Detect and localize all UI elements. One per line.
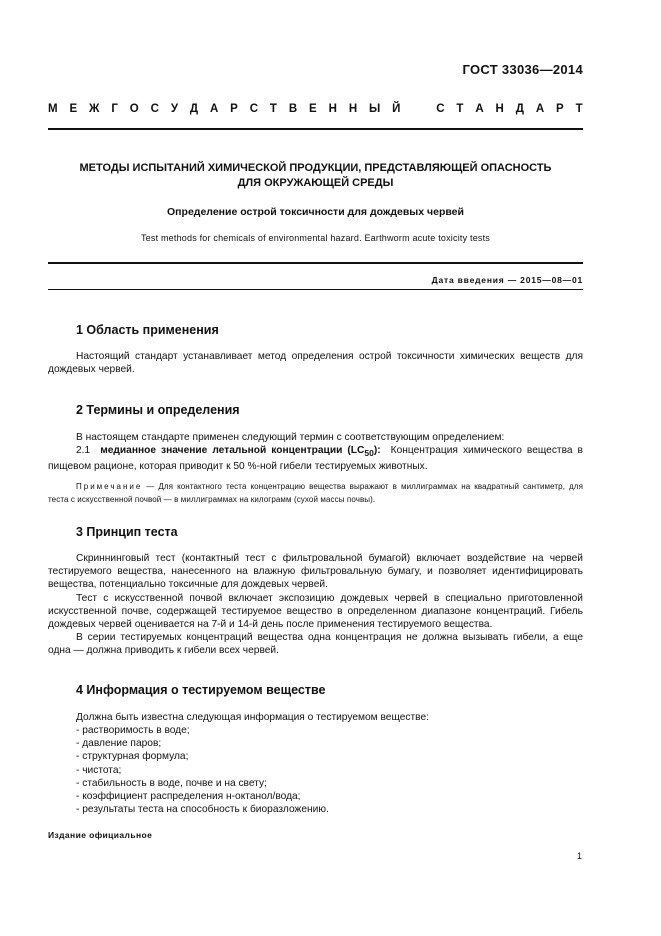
- letter: Т: [575, 103, 583, 115]
- note-label: Примечание: [76, 481, 143, 491]
- section-3-heading: 3 Принцип теста: [76, 525, 178, 539]
- letter: А: [475, 103, 484, 115]
- header-rule: [48, 128, 583, 130]
- letter: А: [535, 103, 545, 115]
- letter: Е: [309, 103, 317, 115]
- word-gap: [412, 103, 424, 115]
- letter: Г: [111, 103, 118, 115]
- page-number: 1: [576, 851, 582, 861]
- letter: Ж: [89, 103, 100, 115]
- paragraph: Настоящий стандарт устанавливает метод определения острой токсичности химических веществ для дождевых червей.: [48, 351, 583, 376]
- official-edition-label: Издание официальное: [48, 830, 153, 840]
- paragraph: Должна быть известна следующая информация о тестируемом веществе:: [76, 712, 429, 723]
- letter: С: [150, 103, 159, 115]
- letter: А: [209, 103, 219, 115]
- note: [48, 480, 583, 506]
- term-bold-text: медианное значение летальной концентрации (LC: [100, 445, 365, 457]
- paragraph: Тест с искусственной почвой включает экспозицию дождевых червей в специально приготовленной искусственной почве, содержащей тестируемое вещество в определенном диапазоне концентраций. Гибель дождевых червей оценивается на 7-й и 14-й день после применения тестируемого вещества.: [48, 592, 583, 631]
- letter: О: [129, 103, 139, 115]
- date-rule: [48, 289, 583, 290]
- section-1-body: [48, 350, 583, 376]
- letter: У: [170, 103, 178, 115]
- section-2-heading: 2 Термины и определения: [76, 403, 240, 417]
- note-paragraph: [48, 480, 583, 506]
- term-bold-end: ):: [373, 445, 381, 457]
- title-line: ДЛЯ ОКРУЖАЮЩЕЙ СРЕДЫ: [237, 177, 394, 189]
- letter: С: [249, 103, 259, 115]
- letter: Ы: [369, 103, 381, 115]
- section-4-heading: 4 Информация о тестируемом веществе: [76, 683, 326, 697]
- list-item: - давление паров;: [76, 738, 162, 750]
- letter: Й: [392, 103, 401, 115]
- term-name: [100, 445, 381, 459]
- section-2-body: [48, 431, 583, 506]
- paragraph: Скриннинговый тест (контактный тест с фильтровальной бумагой) включает воздействие на червей тестируемого вещества, нанесенного на влажную фильтровальную бумагу, и позволяет идентифицировать вещества, потенциально токсичные для дождевых червей.: [48, 553, 583, 591]
- term-definition-text: Концентрация химического вещества в пищевом рационе, которая приводит к 50 %-ной гибели тестируемых животных.: [48, 445, 583, 473]
- title-rule: [48, 262, 583, 264]
- letter: Т: [269, 103, 277, 115]
- letter: В: [288, 103, 298, 115]
- letter: М: [48, 103, 58, 115]
- list-item: - растворимость в воде;: [76, 725, 190, 736]
- introduction-date: Дата введения — 2015—08—01: [431, 275, 583, 285]
- document-subtitle: Определение острой токсичности для дождевых червей: [167, 206, 464, 218]
- interstate-standard-heading: [48, 103, 583, 115]
- term-number: 2.1: [76, 445, 91, 457]
- letter: Т: [456, 103, 464, 115]
- letter: Д: [189, 103, 199, 115]
- section-1-heading: 1 Область применения: [76, 323, 219, 337]
- letter: С: [436, 103, 445, 115]
- title-line: МЕТОДЫ ИСПЫТАНИЙ ХИМИЧЕСКОЙ ПРОДУКЦИИ, ПРЕДСТАВЛЯЮЩЕЙ ОПАСНОСТЬ: [79, 162, 552, 174]
- section-3-body: [48, 552, 583, 658]
- letter: Р: [230, 103, 238, 115]
- letter: Н: [495, 103, 504, 115]
- letter: Н: [328, 103, 337, 115]
- letter: Е: [69, 103, 78, 115]
- paragraph: В серии тестируемых концентраций вещества одна концентрация не должна вызывать гибели, а еще одна — должна приводить к гибели всех червей.: [48, 632, 583, 657]
- letter: Н: [348, 103, 358, 115]
- section-4-intro: [48, 711, 583, 724]
- paragraph: В настоящем стандарте применен следующий термин с соответствующим определением:: [76, 432, 505, 443]
- list-item: - структурная формула;: [76, 751, 189, 763]
- term-definition: [48, 444, 583, 473]
- list-item: - результаты теста на способность к биоразложению.: [76, 804, 329, 816]
- info-list: [76, 724, 576, 816]
- list-item: - стабильность в воде, почве и на свету;: [76, 777, 267, 789]
- gost-number: ГОСТ 33036—2014: [462, 62, 583, 77]
- document-title: [48, 161, 583, 191]
- letter: Д: [515, 103, 524, 115]
- english-title: Test methods for chemicals of environmental hazard. Earthworm acute toxicity tests: [140, 233, 491, 243]
- letter: Р: [556, 103, 564, 115]
- note-text: — Для контактного теста концентрацию вещества выражают в миллиграммах на квадратный сантиметр, для теста с искусственной почвой — в миллиграммах на килограмм (сухой массы почвы).: [48, 481, 583, 504]
- term-subscript: 50: [364, 448, 374, 459]
- list-item: - чистота;: [76, 764, 122, 776]
- list-item: - коэффициент распределения н-октанол/вода;: [76, 791, 301, 803]
